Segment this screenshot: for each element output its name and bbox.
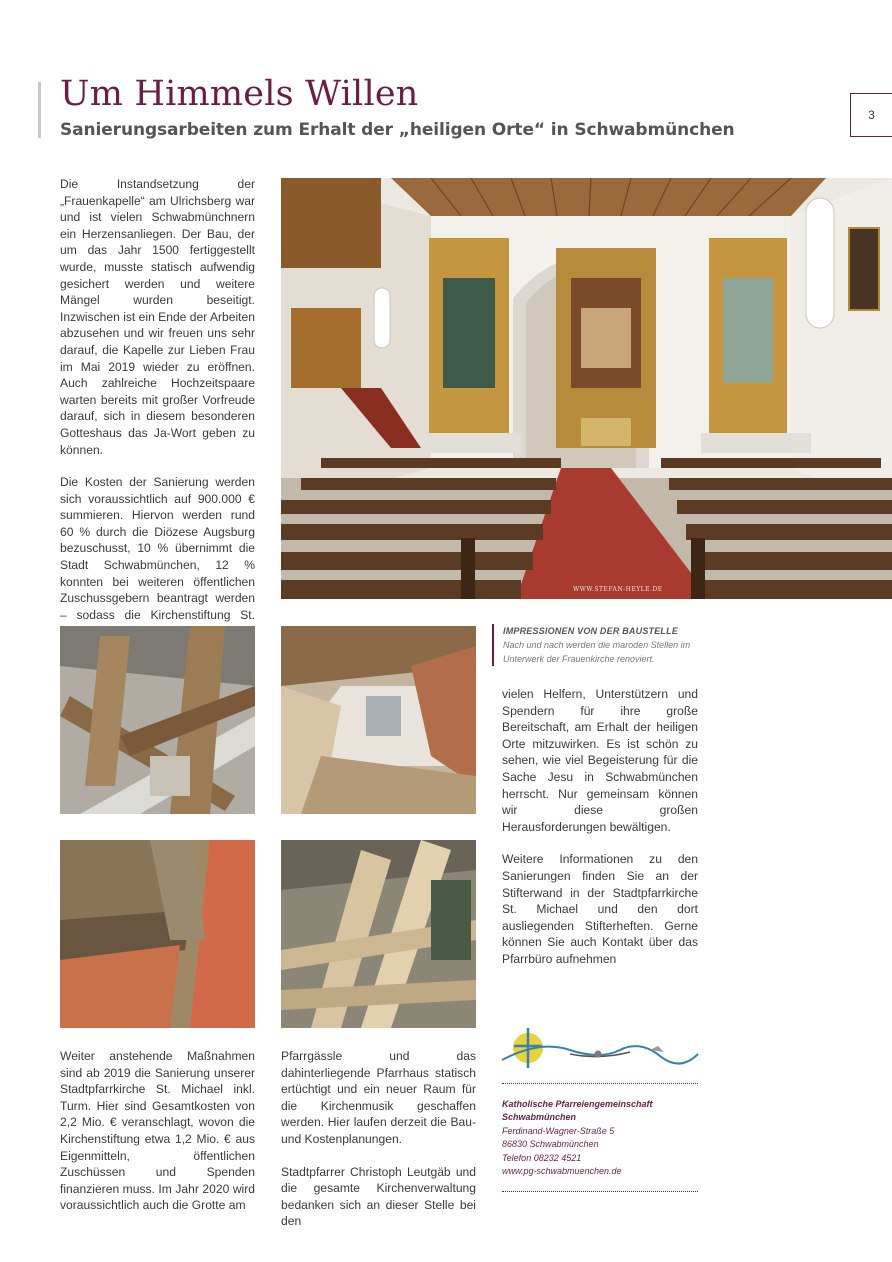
intro-paragraph-chapel: Die Instandsetzung der „Frauenkapelle“ am Ulrichsberg war und ist vielen Schwabmünchnern ein Herzensanliegen. Der Bau, der um das Jahr 1500 fertiggestellt wurde, musste statisch aufwendig gesichert werden und weitere Mängel wurden beseitigt. Inzwischen ist ein Ende der Arbeiten abzusehen und wir freuen uns sehr darauf, die Kapelle zur Lieben Frau im Mai 2019 wieder zu eröffnen. Auch zahlreiche Hochzeitspaare warten bereits mit großer Vorfreude darauf, sich in diesem besonderen Gotteshaus das Ja-Wort geben zu können.: [60, 177, 255, 457]
contact-divider-top: [502, 1083, 698, 1084]
future-measures-column: [60, 1048, 255, 1214]
construction-photo-beams: [60, 626, 255, 814]
construction-photo-timber: [60, 840, 255, 1028]
contact-website-link[interactable]: www.pg-schwabmuenchen.de: [502, 1166, 622, 1177]
photo-credit: WWW.STEFAN-HEYLE.DE: [573, 586, 663, 593]
grotto-paragraph: Pfarrgässle und das dahinterliegende Pfarrhaus statisch ertüchtigt und ein neuer Raum für die Kirchenmusik geschaffen werden. Hier laufen derzeit die Bau- und Kostenplanungen.: [281, 1049, 476, 1146]
thanks-paragraph: vielen Helfern, Unterstützern und Spendern für ihre große Bereitschaft, am Erhalt der heiligen Orte mitzuwirken. Es ist schön zu sehen, wie viel Begeisterung für die Sache Jesu in Schwabmünchen herrscht. Nur gemeinsam können wir diese großen Herausforderungen bewältigen.: [502, 687, 698, 834]
page-subtitle: Sanierungsarbeiten zum Erhalt der „heiligen Orte“ in Schwabmünchen: [60, 120, 735, 140]
contact-org-line1: Katholische Pfarreiengemeinschaft: [502, 1099, 653, 1109]
page-number: 3: [850, 93, 892, 137]
title-accent-bar: [38, 82, 41, 138]
contact-org-line2: Schwabmünchen: [502, 1112, 577, 1123]
construction-photo-scaffold: [281, 840, 476, 1028]
caption-title: IMPRESSIONEN VON DER BAUSTELLE: [503, 626, 679, 636]
caption-text: Nach und nach werden die maroden Stellen im Unterwerk der Frauenkirche renoviert.: [503, 640, 691, 664]
thanks-text-column: [502, 686, 698, 968]
contact-divider-bottom: [502, 1191, 698, 1192]
intro-text-column: [60, 176, 255, 657]
contact-street: Ferdinand-Wagner-Straße 5: [502, 1125, 615, 1136]
parish-logo: [500, 1026, 700, 1070]
contact-city: 86830 Schwabmünchen: [502, 1139, 599, 1150]
contact-block: [502, 1098, 702, 1178]
page-title: Um Himmels Willen: [60, 74, 419, 114]
info-paragraph: Weitere Informationen zu den Sanierungen finden Sie an der Stifterwand in der Stadtpfarrkirche St. Michael und den dort ausliegenden Stifterheften. Gerne können Sie auch Kontakt über das Pfarrbüro aufnehmen: [502, 852, 698, 966]
construction-photo-tunnel: [281, 626, 476, 814]
grotto-column: [281, 1048, 476, 1230]
church-interior-photo: [281, 178, 892, 599]
photo-caption: [492, 624, 712, 666]
future-measures-paragraph: Weiter anstehende Maßnahmen sind ab 2019 die Sanierung unserer Stadtpfarrkirche St. Michael inkl. Turm. Hier sind Gesamtkosten von 2,2 Mio. € veranschlagt, wovon die Kirchenstiftung etwa 1,2 Mio. € aus Eigenmitteln, öffentlichen Zuschüssen und Spenden finanzieren muss. Im Jahr 2020 wird voraussichtlich auch die Grotte am: [60, 1049, 255, 1213]
intro-paragraph-costs: Die Kosten der Sanierung werden sich voraussichtlich auf 900.000 € summieren. Hiervon werden rund 60 % durch die Diözese Augsburg bezuschusst, 10 % übernimmt die Stadt Schwabmünchen, 12 % konnten bei weiteren öffentlichen Zuschussgebern beantragt werden – sodass die Kirchenstiftung St.: [60, 475, 255, 622]
pastor-thanks-paragraph: Stadtpfarrer Christoph Leutgäb und die gesamte Kirchenverwaltung bedanken sich an dieser Stelle bei den: [281, 1164, 476, 1229]
contact-phone: Telefon 08232 4521: [502, 1152, 582, 1163]
